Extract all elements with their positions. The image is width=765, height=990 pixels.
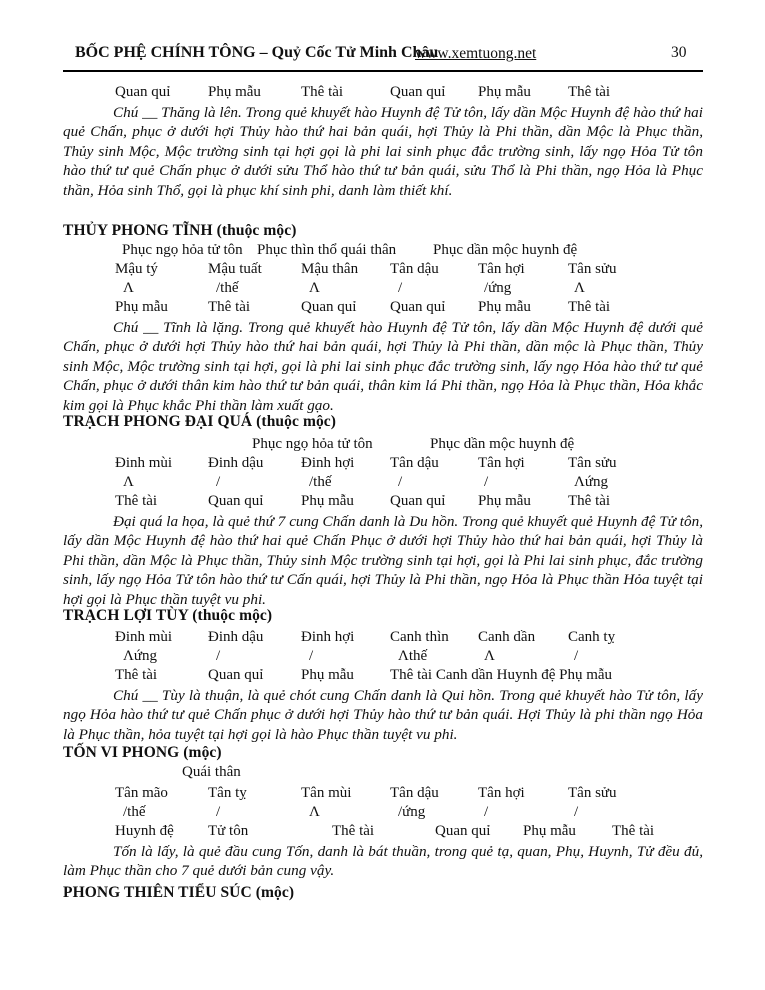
role-label-cell: Huynh đệ	[115, 823, 174, 839]
role-label-cell: Thê tài	[568, 84, 611, 100]
branch-name-cell: Tân tỵ	[208, 785, 247, 801]
role-label-cell: Quan quỉ	[208, 493, 264, 509]
role-label-cell: Quan quỉ	[301, 299, 357, 315]
role-label-cell: Thê tài	[568, 299, 611, 315]
branch-name-row	[0, 629, 765, 647]
phuc-annotation: Quái thân	[182, 764, 241, 780]
role-label-cell: Phụ mẫu	[208, 84, 261, 100]
branch-name-cell: Đinh hợi	[301, 455, 355, 471]
role-label-cell: Quan quỉ	[435, 823, 491, 839]
branch-name-cell: Mậu tuất	[208, 261, 262, 277]
role-label-cell: Phụ mẫu	[523, 823, 576, 839]
phuc-annotation-row	[0, 436, 765, 454]
note-paragraph: Chú __ Thăng là lên. Trong quẻ khuyết hào Huynh đệ Tử tôn, lấy dần Mộc Huynh đệ hào thứ hai quẻ Chấn, phục ở dưới hợi Thủy hào thứ hai bản quái, hợi Thủy là Phi thần, dần Mộc là Phục thần, Thủy sinh Mộc, Mộc trường sinh tại hợi gọi là phi lai sinh phục đắc trường sinh, lấy ngọ Hỏa Tử tôn hào thứ tư quẻ Chấn phục ở dưới sửu Thổ hào thứ tư bản quái, sửu Thổ là Phi thần, ngọ Hỏa là Phục thần, Hỏa sinh Thổ, gọi là phục khí sinh phi, danh làm thiết khí.	[63, 104, 703, 199]
phuc-annotation: Phục ngọ hỏa tử tôn	[252, 436, 373, 452]
line-symbol-cell: Λứng	[574, 474, 609, 490]
role-label-cell: Quan quỉ	[208, 667, 264, 683]
role-label-cell: Thê tài	[115, 493, 158, 509]
line-symbol-cell: /	[216, 804, 221, 820]
role-label-cell: Quan quỉ	[115, 84, 171, 100]
branch-name-cell: Tân mùi	[301, 785, 352, 801]
role-label-cell: Thê tài	[301, 84, 344, 100]
branch-name-cell: Tân dậu	[390, 261, 439, 277]
note-paragraph: Chú __ Tĩnh là lặng. Trong quẻ khuyết hào Huynh đệ Tử tôn, lấy dần Mộc Huynh đệ dưới quẻ Chấn, phục ở dưới hợi Thủy hào thứ hai bản quái, hợi Thủy là Phi thần, dần mộc là Phục thần, Thủy sinh Mộc, Mộc trường sinh tại hợi, gọi là phi lai sinh phục đắc trường sinh, lấy ngọ Hỏa hào thứ tư quẻ Chấn, phục ở dưới thân kim hào thứ tư bản quái, thân kim lá Phi thần, ngọ Hỏa là Phục thần, Hỏa khắc kim gọi là Phục khắc Phi thần làm xuất gạo.	[63, 319, 703, 414]
website-link[interactable]: www.xemtuong.net	[415, 45, 537, 62]
role-label-cell: Phụ mẫu	[115, 299, 168, 315]
phuc-annotation: Phục dần mộc huynh đệ	[433, 242, 578, 258]
branch-name-row	[0, 785, 765, 803]
line-symbol-cell: /	[216, 474, 221, 490]
note-paragraph: Chú __ Tùy là thuận, là quẻ chót cung Chấn danh là Qui hồn. Trong quẻ khuyết hào Tử tôn, lấy ngọ Hỏa hào thứ tư quẻ Chấn phục ở dưới hợi Thủy hào thứ tư bản quái. Hợi Thủy là phi thần ngọ Hỏa là Phục thần, hỏa tuyệt tại hợi gọi là hào Phục thần tuyệt vu phi.	[63, 687, 703, 743]
line-symbol-cell: /thế	[216, 280, 239, 296]
role-label-cell: Quan quỉ	[390, 299, 446, 315]
role-label-row	[0, 667, 765, 685]
note-paragraph: Tốn là lấy, là quẻ đầu cung Tốn, danh là bát thuần, trong quẻ tạ, quan, Phụ, Huynh, Tử đều đủ, làm Phục thần cho 7 quẻ dưới bản cung vậy.	[63, 843, 703, 880]
role-label-row	[0, 299, 765, 317]
branch-name-cell: Tân sửu	[568, 785, 617, 801]
phuc-annotation-row	[0, 242, 765, 260]
phuc-annotation: Phục thìn thổ quái thân	[257, 242, 397, 258]
line-symbol-row	[0, 280, 765, 298]
role-label-row	[0, 493, 765, 511]
line-symbol-row	[0, 804, 765, 822]
line-symbol-cell: /ứng	[484, 280, 512, 296]
branch-name-row	[0, 455, 765, 473]
hexagram-heading: TRẠCH PHONG ĐẠI QUÁ (thuộc mộc)	[63, 413, 337, 430]
line-symbol-cell: Λ	[309, 280, 320, 296]
line-symbol-cell: /	[484, 804, 489, 820]
line-symbol-cell: Λ	[574, 280, 585, 296]
role-label-cell: Phụ mẫu	[301, 493, 354, 509]
line-symbol-cell: /thế	[123, 804, 146, 820]
phuc-annotation: Phục dần mộc huynh đệ	[430, 436, 575, 452]
line-symbol-row	[0, 474, 765, 492]
hexagram-heading: THỦY PHONG TĨNH (thuộc mộc)	[63, 222, 297, 239]
branch-name-cell: Đinh hợi	[301, 629, 355, 645]
role-label-cell: Tử tôn	[208, 823, 249, 839]
role-label-cell: Thê tài	[332, 823, 375, 839]
role-label-cell: Quan quỉ	[390, 84, 446, 100]
branch-name-cell: Tân dậu	[390, 785, 439, 801]
branch-name-cell: Tân mão	[115, 785, 168, 801]
line-symbol-cell: /	[398, 280, 403, 296]
role-label-row	[0, 84, 765, 102]
branch-name-cell: Tân hợi	[478, 785, 525, 801]
line-symbol-cell: Λ	[123, 474, 134, 490]
line-symbol-cell: Λthế	[398, 648, 428, 664]
page-number: 30	[671, 44, 687, 61]
line-symbol-cell: /	[309, 648, 314, 664]
branch-name-cell: Đinh dậu	[208, 629, 264, 645]
book-title: BỐC PHỆ CHÍNH TÔNG – Quỷ Cốc Tử Minh Châu	[75, 44, 439, 61]
role-label-cell: Thê tài	[568, 493, 611, 509]
branch-name-cell: Mậu tý	[115, 261, 158, 277]
line-symbol-row	[0, 648, 765, 666]
role-label-cell: Thê tài	[208, 299, 251, 315]
phuc-annotation: Phục ngọ hỏa tử tôn	[122, 242, 243, 258]
line-symbol-cell: /	[484, 474, 489, 490]
role-label-cell: Thê tài Canh dần Huynh đệ Phụ mẫu	[390, 667, 613, 683]
role-label-row	[0, 823, 765, 841]
line-symbol-cell: /	[216, 648, 221, 664]
role-label-cell: Thê tài	[115, 667, 158, 683]
branch-name-cell: Đinh dậu	[208, 455, 264, 471]
role-label-cell: Phụ mẫu	[301, 667, 354, 683]
branch-name-cell: Đinh mùi	[115, 629, 173, 645]
role-label-cell: Phụ mẫu	[478, 299, 531, 315]
line-symbol-cell: /thế	[309, 474, 332, 490]
branch-name-cell: Mậu thân	[301, 261, 359, 277]
line-symbol-cell: Λ	[123, 280, 134, 296]
branch-name-cell: Tân sửu	[568, 261, 617, 277]
note-paragraph: Đại quá la họa, là quẻ thứ 7 cung Chấn danh là Du hồn. Trong quẻ khuyết quẻ Huynh đệ Tử tôn, lấy dần Mộc Huynh đệ hào thứ hai quẻ Chấn Phục ở dưới hợi Thủy hào thứ hai bản quái, hợi Thủy là Phi thần, dần Mộc là Phục thần, Thủy sinh Mộc trường sinh tại hợi, gọi là Phi lai sinh phục, đắc trường sinh, lấy ngọ Hỏa Tử tôn hào thứ tư Cấn quái, hợi Thủy là Phi thần, ngọ Hỏa là Phục thần Hỏa tuyệt tại hợi gọi là Phục thần tuyệt vu phi.	[63, 513, 703, 608]
branch-name-cell: Canh thìn	[390, 629, 449, 645]
branch-name-cell: Tân dậu	[390, 455, 439, 471]
line-symbol-cell: Λ	[484, 648, 495, 664]
role-label-cell: Phụ mẫu	[478, 84, 531, 100]
role-label-cell: Phụ mẫu	[478, 493, 531, 509]
hexagram-heading: TỐN VI PHONG (mộc)	[63, 744, 222, 761]
branch-name-row	[0, 261, 765, 279]
line-symbol-cell: /	[574, 804, 579, 820]
phuc-annotation-row	[0, 764, 765, 782]
line-symbol-cell: /	[398, 474, 403, 490]
line-symbol-cell: Λ	[309, 804, 320, 820]
branch-name-cell: Canh tỵ	[568, 629, 616, 645]
role-label-cell: Quan quỉ	[390, 493, 446, 509]
line-symbol-cell: Λứng	[123, 648, 158, 664]
line-symbol-cell: /ứng	[398, 804, 426, 820]
role-label-cell: Thê tài	[612, 823, 655, 839]
hexagram-heading: TRẠCH LỢI TÙY (thuộc mộc)	[63, 607, 273, 624]
branch-name-cell: Tân hợi	[478, 261, 525, 277]
line-symbol-cell: /	[574, 648, 579, 664]
branch-name-cell: Canh dần	[478, 629, 536, 645]
branch-name-cell: Tân sửu	[568, 455, 617, 471]
header-rule	[63, 70, 703, 72]
branch-name-cell: Đinh mùi	[115, 455, 173, 471]
branch-name-cell: Tân hợi	[478, 455, 525, 471]
hexagram-heading: PHONG THIÊN TIỂU SÚC (mộc)	[63, 884, 295, 901]
